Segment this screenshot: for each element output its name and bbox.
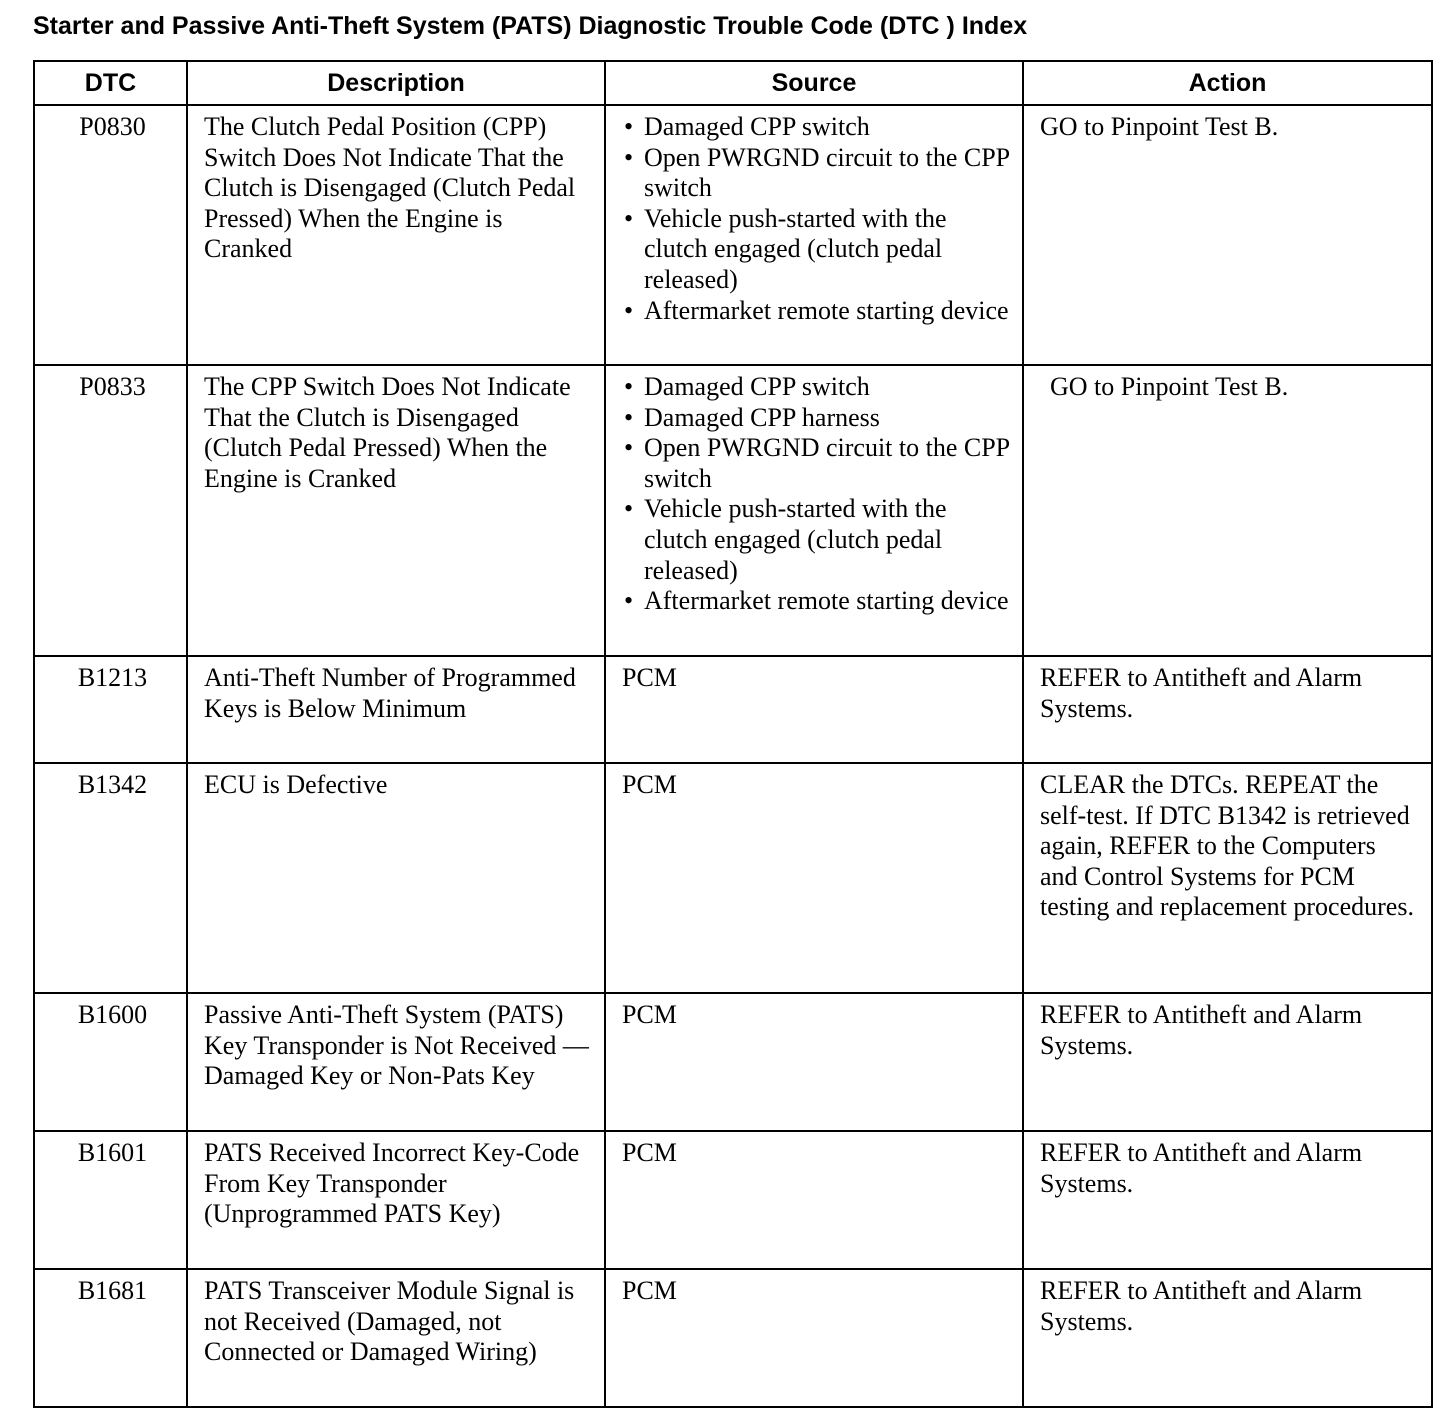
source-list-item: • Damaged CPP switch [622, 372, 1010, 403]
table-row [34, 763, 1432, 993]
dtc-description: PATS Received Incorrect Key-Code From Key Transponder (Unprogrammed PATS Key) [187, 1131, 605, 1269]
source-list-item: • Open PWRGND circuit to the CPP switch [622, 433, 1010, 494]
column-header-description: Description [187, 61, 605, 105]
dtc-action: REFER to Antitheft and Alarm Systems. [1023, 993, 1432, 1131]
dtc-action: GO to Pinpoint Test B. [1023, 105, 1432, 365]
source-list [622, 112, 1010, 326]
source-list [622, 372, 1010, 617]
table-row [34, 656, 1432, 763]
dtc-source [605, 365, 1023, 656]
dtc-code: B1681 [34, 1269, 187, 1407]
dtc-source: PCM [605, 763, 1023, 993]
dtc-source: PCM [605, 1131, 1023, 1269]
dtc-description: ECU is Defective [187, 763, 605, 993]
dtc-code: B1600 [34, 993, 187, 1131]
source-list-item: • Vehicle push-started with the clutch engaged (clutch pedal released) [622, 204, 1010, 296]
dtc-code: B1601 [34, 1131, 187, 1269]
dtc-index-table [33, 60, 1433, 1408]
dtc-action: REFER to Antitheft and Alarm Systems. [1023, 656, 1432, 763]
table-row [34, 1269, 1432, 1407]
table-row [34, 365, 1432, 656]
dtc-source: PCM [605, 1269, 1023, 1407]
dtc-action [1023, 365, 1432, 656]
dtc-description: The Clutch Pedal Position (CPP) Switch Does Not Indicate That the Clutch is Disengaged (Clutch Pedal Pressed) When the Engine is Cranked [187, 105, 605, 365]
dtc-description: The CPP Switch Does Not Indicate That the Clutch is Disengaged (Clutch Pedal Pressed) When the Engine is Cranked [187, 365, 605, 656]
dtc-action: REFER to Antitheft and Alarm Systems. [1023, 1131, 1432, 1269]
table-row [34, 993, 1432, 1131]
table-row [34, 1131, 1432, 1269]
page-title: Starter and Passive Anti-Theft System (PATS) Diagnostic Trouble Code (DTC ) Index [33, 12, 1028, 40]
column-header-action: Action [1023, 61, 1432, 105]
dtc-source [605, 105, 1023, 365]
dtc-description: Anti-Theft Number of Programmed Keys is Below Minimum [187, 656, 605, 763]
dtc-action-text: GO to Pinpoint Test B. [1050, 372, 1289, 401]
source-list-item: • Vehicle push-started with the clutch engaged (clutch pedal released) [622, 494, 1010, 586]
source-list-item: • Aftermarket remote starting device [622, 296, 1010, 327]
dtc-description: PATS Transceiver Module Signal is not Received (Damaged, not Connected or Damaged Wiring) [187, 1269, 605, 1407]
dtc-description: Passive Anti-Theft System (PATS) Key Transponder is Not Received — Damaged Key or Non-Pats Key [187, 993, 605, 1131]
source-list-item: • Open PWRGND circuit to the CPP switch [622, 143, 1010, 204]
dtc-code: P0833 [34, 365, 187, 656]
source-list-item: • Damaged CPP switch [622, 112, 1010, 143]
dtc-action: REFER to Antitheft and Alarm Systems. [1023, 1269, 1432, 1407]
dtc-action: CLEAR the DTCs. REPEAT the self-test. If DTC B1342 is retrieved again, REFER to the Computers and Control Systems for PCM testing and replacement procedures. [1023, 763, 1432, 993]
dtc-code: B1342 [34, 763, 187, 993]
column-header-source: Source [605, 61, 1023, 105]
table-header-row [34, 61, 1432, 105]
source-list-item: • Aftermarket remote starting device [622, 586, 1010, 617]
column-header-dtc: DTC [34, 61, 187, 105]
source-list-item: • Damaged CPP harness [622, 403, 1010, 434]
dtc-source: PCM [605, 656, 1023, 763]
dtc-code: P0830 [34, 105, 187, 365]
dtc-code: B1213 [34, 656, 187, 763]
table-row [34, 105, 1432, 365]
dtc-source: PCM [605, 993, 1023, 1131]
